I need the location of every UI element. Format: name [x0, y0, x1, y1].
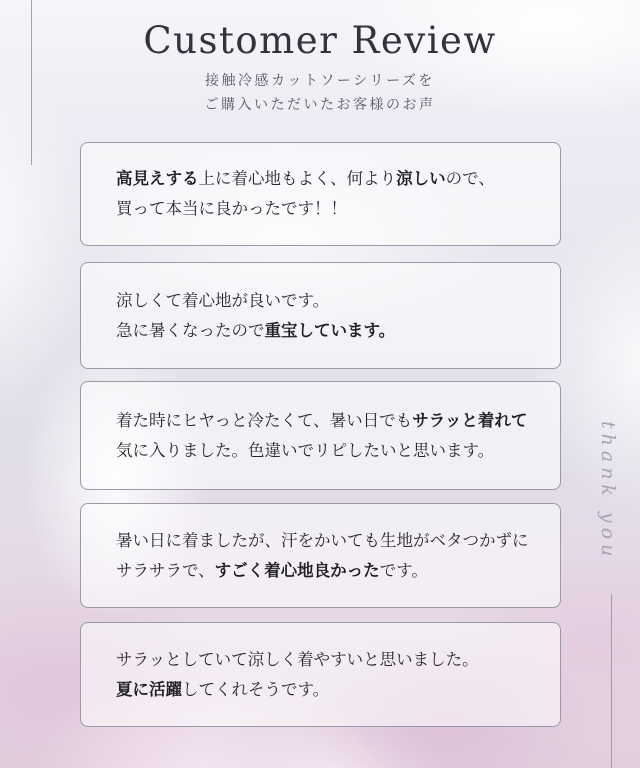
section-header: [0, 20, 640, 117]
page-title: Customer Review: [143, 19, 497, 62]
thank-you-script-text: thank you: [597, 421, 619, 562]
review-card: [80, 142, 561, 246]
review-card: [80, 503, 561, 608]
subtitle-line-1: 接触冷感カットソーシリーズを: [205, 73, 435, 89]
review-card: [80, 381, 561, 490]
subtitle-line-2: ご購入いただいたお客様のお声: [204, 97, 436, 113]
right-decorative-line: [611, 594, 612, 768]
review-text: サラッとしていて涼しく着やすいと思いました。 夏に活躍してくれそうです。: [116, 650, 479, 699]
review-card: [80, 622, 561, 727]
review-text: 着た時にヒヤっと冷たくて、暑い日でもサラッと着れて 気に入りました。色違いでリピしたいと思います。: [116, 411, 528, 460]
review-text: 高見えする上に着心地もよく、何より涼しいので、 買って本当に良かったです！！: [116, 170, 495, 218]
review-text: 暑い日に着ましたが、汗をかいても生地がベタつかずに サラサラで、すごく着心地良かったです。: [116, 531, 529, 580]
review-text: 涼しくて着心地が良いです。 急に暑くなったので重宝しています。: [116, 291, 396, 340]
review-card: [80, 262, 561, 369]
